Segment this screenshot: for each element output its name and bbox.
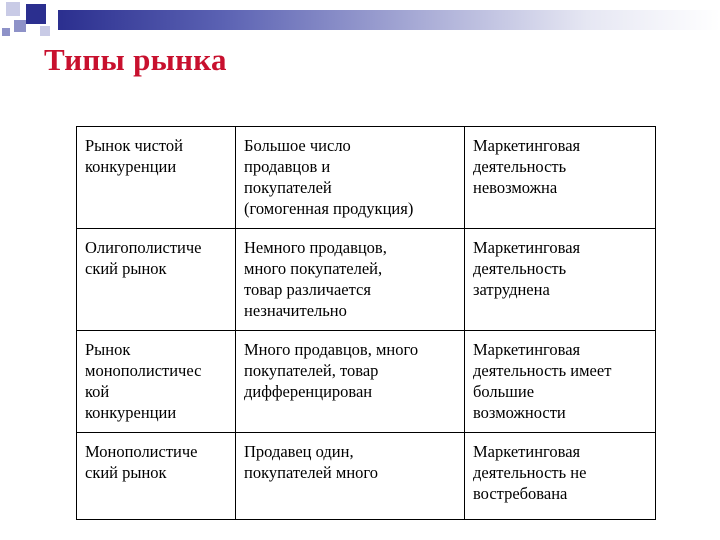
table-row [77,331,656,433]
market-type-cell: Олигополистиче ский рынок [77,229,236,331]
decor-square [2,28,10,36]
market-structure-cell: Немного продавцов, много покупателей, товар различается незначительно [236,229,465,331]
header-decoration [0,0,720,40]
marketing-activity-cell: Маркетинговая деятельность затруднена [465,229,656,331]
marketing-activity-cell: Маркетинговая деятельность имеет большие возможности [465,331,656,433]
decor-square [40,26,50,36]
decor-square [14,20,26,32]
header-gradient-bar [58,10,720,30]
market-structure-cell: Много продавцов, много покупателей, товар дифференцирован [236,331,465,433]
decor-square [26,4,46,24]
decor-square [6,2,20,16]
table-row [77,433,656,520]
market-structure-cell: Большое число продавцов и покупателей (гомогенная продукция) [236,127,465,229]
table-row [77,229,656,331]
marketing-activity-cell: Маркетинговая деятельность невозможна [465,127,656,229]
market-type-cell: Рынок монополистичес кой конкуренции [77,331,236,433]
market-types-table [76,126,656,520]
table-row [77,127,656,229]
page-title: Типы рынка [44,42,227,77]
market-structure-cell: Продавец один, покупателей много [236,433,465,520]
market-type-cell: Монополистиче ский рынок [77,433,236,520]
marketing-activity-cell: Маркетинговая деятельность не востребована [465,433,656,520]
market-type-cell: Рынок чистой конкуренции [77,127,236,229]
